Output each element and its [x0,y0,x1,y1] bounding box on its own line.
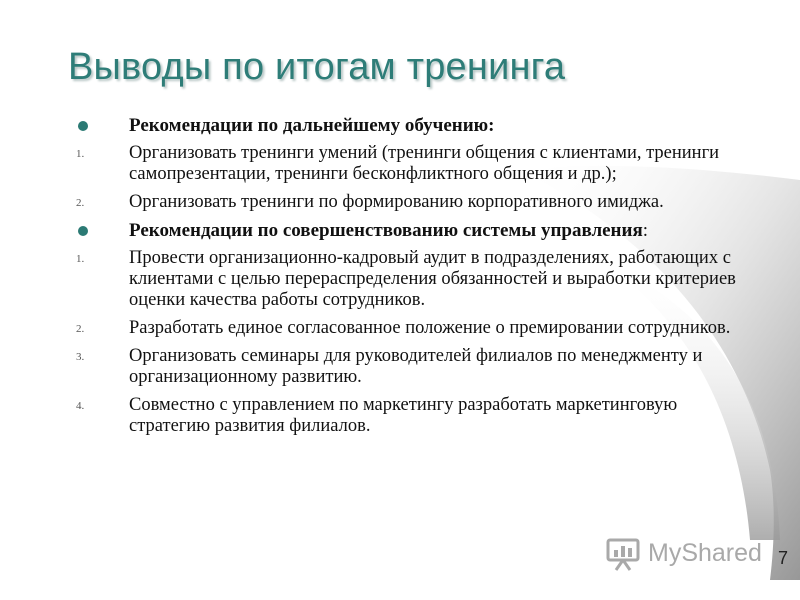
list-item-text: Разработать единое согласованное положение о премировании сотрудников. [129,318,731,338]
list-number: 1. [76,148,85,160]
list-item-text: Организовать семинары для руководителей филиалов по менеджменту и организационному развитию. [129,346,703,387]
presentation-board-icon [606,537,642,571]
list-item-text: Совместно с управлением по маркетингу разработать маркетинговую стратегию развития филиалов. [129,395,678,436]
list-number: 3. [76,351,85,363]
list-number: 4. [76,400,85,412]
list-item [70,318,750,339]
list-item [70,143,750,185]
bullet-dot-icon [78,226,88,236]
bullet-dot-icon [78,121,88,131]
section-heading-colon: : [642,220,649,241]
list-number: 2. [76,323,85,335]
page-number: 7 [778,548,789,568]
list-number: 2. [76,197,85,209]
watermark-text: MyShared [648,539,762,567]
section-heading-management [70,220,750,241]
list-item [70,395,750,437]
section-heading-training [70,115,750,136]
list-number: 1. [76,253,85,265]
section-heading-text: Рекомендации по совершенствованию системы управления [129,220,643,241]
section-heading-text: Рекомендации по дальнейшему обучению: [129,115,495,136]
list-item-text: Провести организационно-кадровый аудит в подразделениях, работающих с клиентами с целью перераспределения обязанностей и выработки критериев оценки качества работы сотрудников. [129,248,736,310]
list-item-text: Организовать тренинги умений (тренинги общения с клиентами, тренинги самопрезентации, тренинги бесконфликтного общения и др.); [129,143,720,184]
slide-title: Выводы по итогам тренинга [68,46,566,88]
slide-content [70,115,750,444]
list-item [70,192,750,213]
list-item [70,248,750,311]
watermark-logo [606,535,766,575]
list-item-text: Организовать тренинги по формированию корпоративного имиджа. [129,192,664,212]
list-item [70,346,750,388]
